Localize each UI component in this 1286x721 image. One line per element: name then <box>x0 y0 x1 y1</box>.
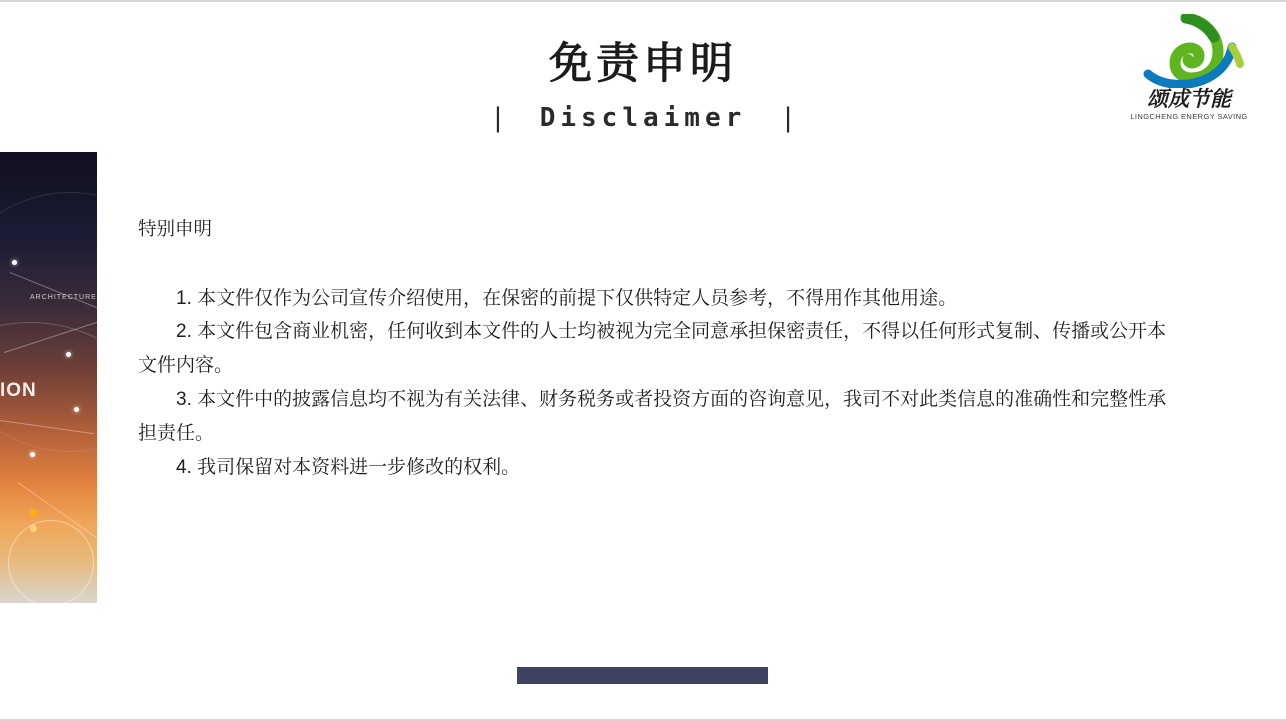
disclaimer-item-4: 4. 我司保留对本资料进一步修改的权利。 <box>176 456 521 478</box>
page-subtitle: Disclaimer <box>539 103 747 134</box>
company-logo <box>1128 14 1250 122</box>
disclaimer-item-3: 3. 本文件中的披露信息均不视为有关法律、财务税务或者投资方面的咨询意见，我司不对此类信息的准确性和完整性承担责任。 <box>138 389 1167 444</box>
network-node <box>30 452 35 457</box>
left-bar-glyph: | <box>490 103 506 134</box>
right-bar-glyph: | <box>780 103 796 134</box>
subtitle-row <box>0 103 1286 133</box>
top-divider <box>0 0 1286 2</box>
map-pin-icon <box>30 509 37 516</box>
network-node <box>12 260 17 265</box>
strip-label-ion: ION <box>0 380 37 401</box>
slide-title-block <box>0 40 1286 133</box>
decorative-image-strip <box>0 152 97 603</box>
disclaimer-item-2: 2. 本文件包含商业机密，任何收到本文件的人士均被视为完全同意承担保密责任，不得以任何形式复制、传播或公开本文件内容。 <box>138 321 1167 377</box>
network-node <box>74 407 79 412</box>
disclaimer-heading: 特别申明 <box>138 218 213 239</box>
strip-label-architecture: ARCHITECTURE <box>30 294 97 301</box>
logo-mark <box>1128 14 1250 88</box>
logo-name-cn: 颂成节能 <box>1147 86 1231 111</box>
network-node <box>66 352 71 357</box>
disclaimer-body <box>138 214 1178 484</box>
logo-name-en: LINGCHENG ENERGY SAVING <box>1130 112 1248 121</box>
leaf-swoosh-icon <box>1128 14 1250 88</box>
disclaimer-item-1: 1. 本文件仅作为公司宣传介绍使用，在保密的前提下仅供特定人员参考，不得用作其他用途。 <box>176 287 958 309</box>
footer-accent-bar <box>517 667 768 684</box>
radar-ring-icon <box>8 520 94 603</box>
page-title: 免责申明 <box>549 39 737 89</box>
